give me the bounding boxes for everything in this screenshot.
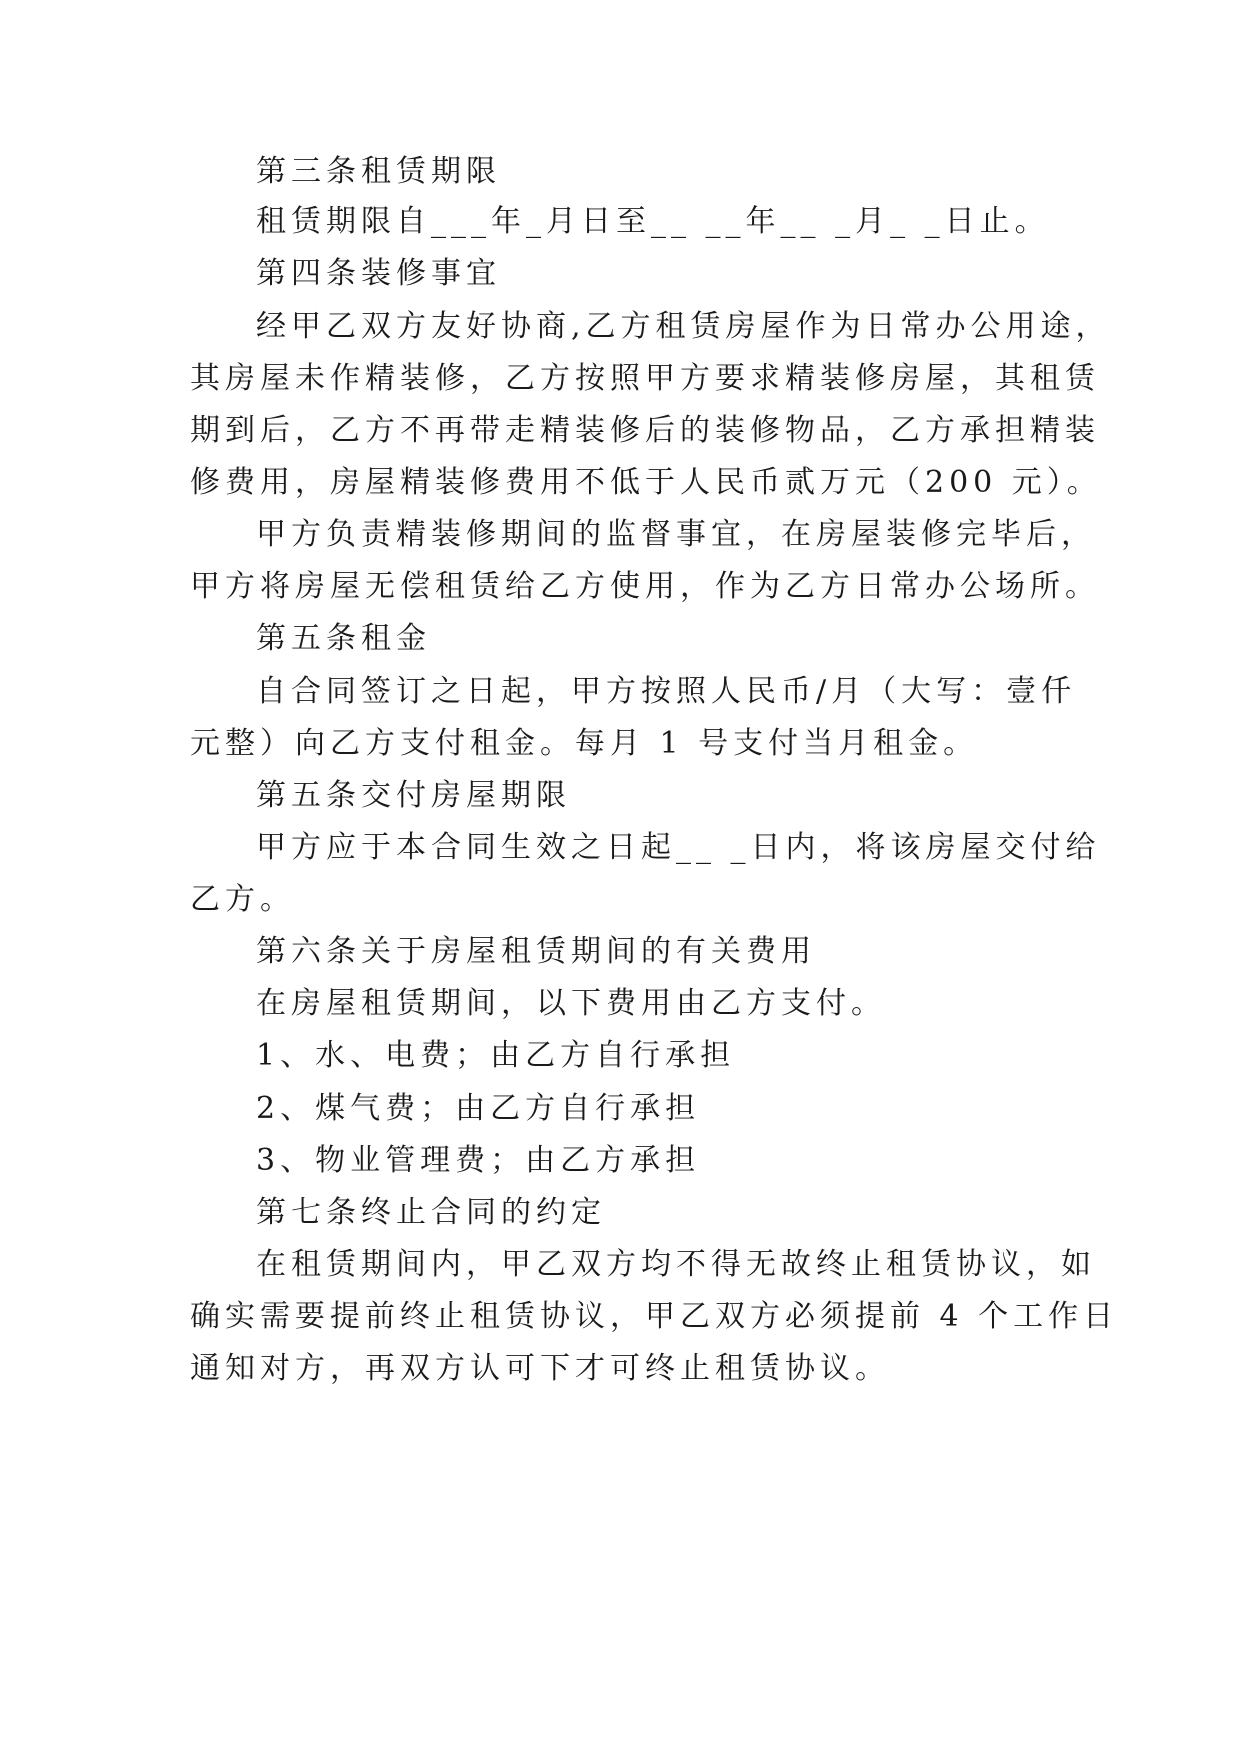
fee-item-1: 1、水、电费；由乙方自行承担	[256, 1038, 736, 1073]
renovation-paragraph-line-3: 期到后，乙方不再带走精装修后的装修物品，乙方承担精装	[190, 413, 1100, 448]
rent-paragraph-line-1: 自合同签订之日起，甲方按照人民币/月（大写：壹仟	[256, 674, 1077, 709]
termination-paragraph-line-3: 通知对方，再双方认可下才可终止租赁协议。	[190, 1351, 890, 1386]
renovation-paragraph-line-1: 经甲乙双方友好协商,乙方租赁房屋作为日常办公用途，	[256, 309, 1111, 344]
article-4-heading: 第四条装修事宜	[256, 256, 501, 291]
fees-intro-text: 在房屋租赁期间，以下费用由乙方支付。	[256, 986, 886, 1021]
article-6-heading: 第六条关于房屋租赁期间的有关费用	[256, 934, 816, 969]
lease-term-text: 租赁期限自___年_月日至__ __年__ _月_ _日止。	[256, 204, 1050, 239]
supervision-paragraph-line-2: 甲方将房屋无偿租赁给乙方使用，作为乙方日常办公场所。	[190, 569, 1100, 604]
supervision-paragraph-line-1: 甲方负责精装修期间的监督事宜，在房屋装修完毕后，	[256, 517, 1096, 552]
termination-paragraph-line-2: 确实需要提前终止租赁协议，甲乙双方必须提前 4 个工作日	[190, 1299, 1119, 1334]
article-7-heading: 第七条终止合同的约定	[256, 1195, 606, 1230]
article-5-delivery-heading: 第五条交付房屋期限	[256, 778, 571, 813]
rent-paragraph-line-2: 元整）向乙方支付租金。每月 1 号支付当月租金。	[190, 726, 979, 761]
termination-paragraph-line-1: 在租赁期间内，甲乙双方均不得无故终止租赁协议，如	[256, 1247, 1096, 1282]
fee-item-3: 3、物业管理费；由乙方承担	[256, 1143, 701, 1178]
delivery-paragraph-line-2: 乙方。	[190, 882, 295, 917]
fee-item-2: 2、煤气费；由乙方自行承担	[256, 1091, 701, 1126]
article-3-heading: 第三条租赁期限	[256, 154, 501, 189]
renovation-paragraph-line-4: 修费用，房屋精装修费用不低于人民币贰万元（200 元）。	[190, 465, 1102, 500]
renovation-paragraph-line-2: 其房屋未作精装修，乙方按照甲方要求精装修房屋，其租赁	[190, 361, 1100, 396]
article-5-heading: 第五条租金	[256, 621, 431, 656]
delivery-paragraph-line-1: 甲方应于本合同生效之日起__ _日内，将该房屋交付给	[256, 830, 1101, 865]
